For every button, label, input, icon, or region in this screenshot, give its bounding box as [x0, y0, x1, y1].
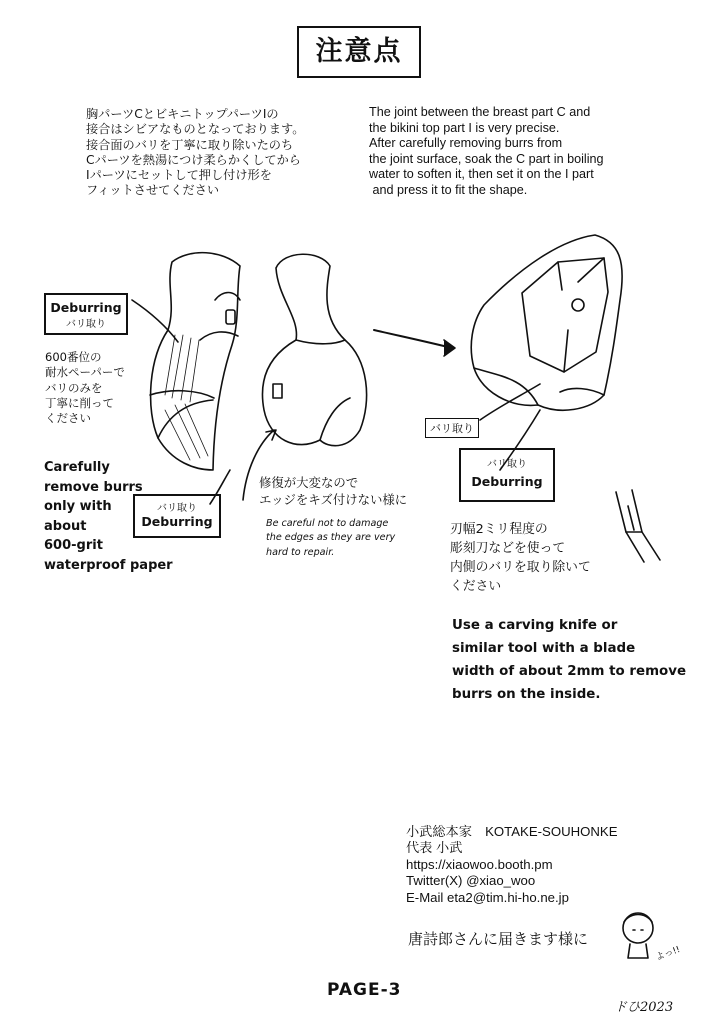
assembly-arrowhead — [444, 340, 455, 356]
deburring-label-jp: バリ取り — [66, 319, 106, 330]
chibi-doodle-icon — [623, 913, 653, 958]
email-address: E-Mail eta2@tim.hi-ho.ne.jp — [406, 889, 569, 905]
deburring-label-en: Deburring — [471, 474, 543, 489]
knife-note-jp: 刃幅2ミリ程度の 彫刻刀などを使って 内側のバリを取り除いて ください — [450, 522, 591, 594]
part-i-middle-drawing — [262, 254, 366, 445]
edges-note-en: Be careful not to damage the edges as they are very hard to repair. — [266, 518, 396, 558]
twitter-handle: Twitter(X) @xiao_woo — [406, 873, 536, 889]
deburring-label-top-left — [44, 293, 128, 335]
carving-knife-icon — [616, 490, 660, 562]
assembly-arrow — [374, 330, 452, 348]
sanding-note-jp: 600番位の 耐水ペーパーで バリのみを 丁寧に削って ください — [45, 350, 125, 426]
intro-english: The joint between the breast part C and the bikini top part I is very precise. After carefully removing burrs from the joint surface, soak the C part in boiling water to soften it, then set it on the I part and press it to fit the shape. — [369, 105, 604, 197]
deburring-label-right — [459, 448, 555, 502]
deburring-label-en: Deburring — [141, 514, 213, 529]
deburring-label-bottom-left — [133, 494, 221, 538]
booth-url: https://xiaowoo.booth.pm — [406, 856, 553, 872]
part-c-left-drawing — [150, 253, 240, 470]
deburring-label-jp: バリ取り — [157, 503, 197, 514]
artist-signature: ドひ2023 — [614, 1000, 674, 1015]
doodle-caption: よっ!! — [654, 944, 682, 963]
part-combined-right-drawing — [471, 235, 622, 410]
credits-block — [406, 824, 618, 906]
thanks-message: 唐詩郎さんに届きます様に — [408, 930, 589, 948]
knife-note-en: Use a carving knife or similar tool with a blade width of about 2mm to remove burrs on the inside. — [452, 618, 687, 702]
deburring-label-en: Deburring — [50, 300, 122, 315]
representative: 代表 小武 — [406, 840, 463, 856]
deburring-label-small: バリ取り — [425, 418, 479, 438]
page-number: PAGE-3 — [327, 980, 402, 1000]
brand-name: 小武総本家 KOTAKE-SOUHONKE — [406, 824, 618, 839]
page-title: 注意点 — [297, 26, 421, 78]
deburring-label-jp: バリ取り — [487, 459, 527, 470]
sanding-note-en: Carefully remove burrs only with about 600-grit waterproof paper — [44, 460, 173, 573]
intro-japanese: 胸パーツCとビキニトップパーツIの 接合はシビアなものとなっております。 接合面のバリを丁寧に取り除いたのち Cパーツを熱湯につけ柔らかくしてから Iパーツにセットして押し付け形を フィットさせてください — [86, 107, 305, 198]
edges-note-jp: 修復が大変なので エッジをキズ付けない様に — [259, 475, 408, 507]
